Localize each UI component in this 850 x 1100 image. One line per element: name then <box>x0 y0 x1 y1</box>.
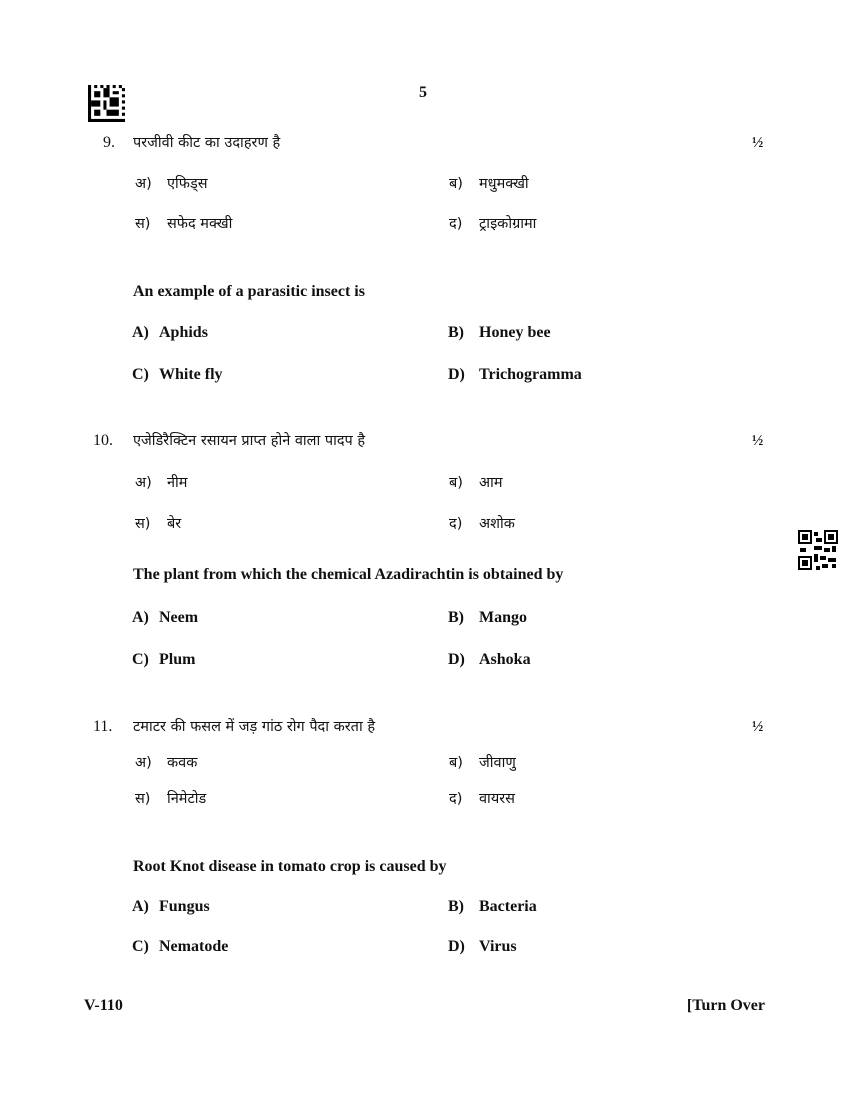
question-stem-english: Root Knot disease in tomato crop is caused by <box>133 858 447 875</box>
option-label-hindi: ब) <box>449 475 463 491</box>
option-text-english: Fungus <box>159 898 210 915</box>
option-label-english: D) <box>448 651 465 668</box>
question-marks: ½ <box>752 135 764 151</box>
option-text-hindi: अशोक <box>479 516 515 532</box>
question-number: 10. <box>93 432 113 449</box>
option-text-english: Honey bee <box>479 324 551 341</box>
option-text-hindi: मधुमक्खी <box>479 176 529 192</box>
option-label-english: A) <box>132 324 149 341</box>
datamatrix-code <box>88 85 125 122</box>
option-text-hindi: बेर <box>167 516 182 532</box>
option-label-hindi: अ) <box>135 176 152 192</box>
option-label-english: D) <box>448 366 465 383</box>
option-label-english: B) <box>448 324 464 341</box>
option-text-hindi: वायरस <box>479 791 515 807</box>
option-label-hindi: द) <box>449 516 463 532</box>
option-label-hindi: अ) <box>135 755 152 771</box>
option-text-hindi: ट्राइकोग्रामा <box>479 216 537 232</box>
page-number: 5 <box>419 84 427 101</box>
option-text-hindi: कवक <box>167 755 198 771</box>
option-label-english: C) <box>132 938 149 955</box>
option-label-hindi: अ) <box>135 475 152 491</box>
option-label-hindi: द) <box>449 791 463 807</box>
qr-code <box>798 530 838 570</box>
option-label-english: C) <box>132 366 149 383</box>
question-marks: ½ <box>752 433 764 449</box>
option-label-hindi: ब) <box>449 755 463 771</box>
option-label-hindi: द) <box>449 216 463 232</box>
turn-over-note: [Turn Over <box>686 997 765 1014</box>
option-text-english: Bacteria <box>479 898 537 915</box>
footer-code: V-110 <box>84 997 123 1014</box>
option-text-english: Virus <box>479 938 517 955</box>
question-stem-hindi: टमाटर की फसल में जड़ गांठ रोग पैदा करता है <box>133 719 376 735</box>
option-label-english: B) <box>448 898 464 915</box>
option-text-hindi: सफेद मक्खी <box>167 216 233 232</box>
question-stem-english: The plant from which the chemical Azadirachtin is obtained by <box>133 566 564 583</box>
question-stem-hindi: परजीवी कीट का उदाहरण है <box>133 135 281 151</box>
option-label-english: A) <box>132 609 149 626</box>
option-text-english: Aphids <box>159 324 208 341</box>
question-stem-hindi: एजेडिरैक्टिन रसायन प्राप्त होने वाला पादप है <box>133 433 366 449</box>
option-text-hindi: जीवाणु <box>479 755 516 771</box>
option-label-english: A) <box>132 898 149 915</box>
option-text-english: Plum <box>159 651 196 668</box>
option-text-hindi: आम <box>479 475 503 491</box>
option-text-english: Ashoka <box>479 651 531 668</box>
option-label-hindi: ब) <box>449 176 463 192</box>
option-text-english: White fly <box>159 366 223 383</box>
question-stem-english: An example of a parasitic insect is <box>133 283 365 300</box>
option-text-english: Neem <box>159 609 199 626</box>
question-marks: ½ <box>752 719 764 735</box>
option-text-english: Nematode <box>159 938 229 955</box>
option-text-hindi: एफिड्स <box>167 176 208 192</box>
option-label-hindi: स) <box>135 516 151 532</box>
option-label-english: B) <box>448 609 464 626</box>
option-label-hindi: स) <box>135 791 151 807</box>
option-label-english: D) <box>448 938 465 955</box>
option-text-english: Mango <box>479 609 527 626</box>
option-label-hindi: स) <box>135 216 151 232</box>
option-label-english: C) <box>132 651 149 668</box>
option-text-english: Trichogramma <box>479 366 582 383</box>
question-number: 9. <box>103 134 115 151</box>
option-text-hindi: निमेटोड <box>167 791 207 807</box>
question-number: 11. <box>93 718 113 735</box>
option-text-hindi: नीम <box>167 475 188 491</box>
